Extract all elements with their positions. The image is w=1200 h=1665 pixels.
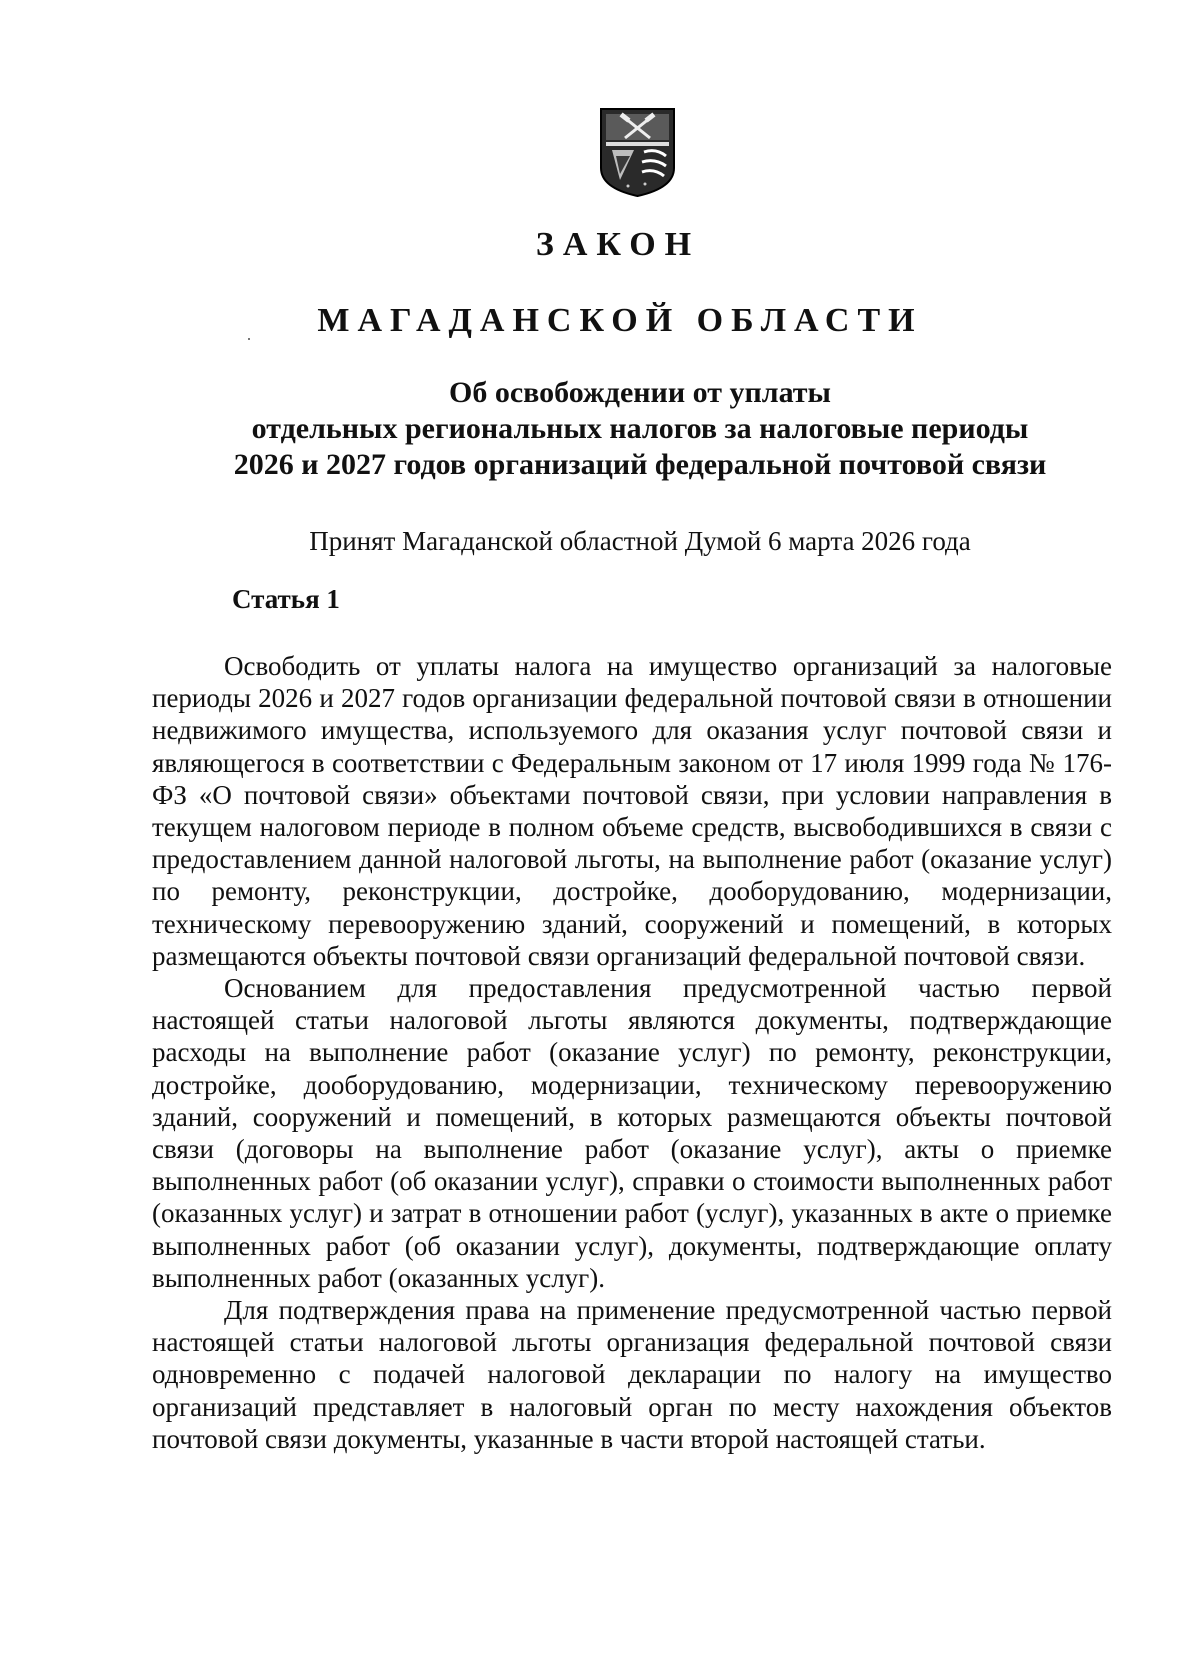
article-body [152, 650, 1112, 1455]
scan-speck [248, 338, 250, 340]
subtitle-line-3: 2026 и 2027 годов организаций федеральной почтовой связи [233, 448, 1047, 481]
article-heading: Статья 1 [232, 584, 340, 614]
document-type-title: ЗАКОН [535, 226, 701, 263]
subtitle-line-1: Об освобождении от уплаты [449, 376, 831, 409]
adoption-statement: Принят Магаданской областной Думой 6 марта 2026 года [309, 526, 971, 556]
law-subtitle [160, 375, 1120, 483]
region-title: МАГАДАНСКОЙ ОБЛАСТИ [317, 302, 923, 339]
article-paragraph-1: Освободить от уплаты налога на имущество организаций за налоговые периоды 2026 и 2027 годов организации федеральной почтовой связи в отношении недвижимого имущества, используемого для оказания услуг почтовой связи и являющегося в соответствии с Федеральным законом от 17 июля 1999 года № 176-ФЗ «О почтовой связи» объектами почтовой связи, при условии направления в текущем налоговом периоде в полном объеме средств, высвободившихся в связи с предоставлением данной налоговой льготы, на выполнение работ (оказание услуг) по ремонту, реконструкции, достройке, дооборудованию, модернизации, техническому перевооружению зданий, сооружений и помещений, в которых размещаются объекты почтовой связи организаций федеральной почтовой связи. [152, 651, 1112, 971]
article-paragraph-3: Для подтверждения права на применение предусмотренной частью первой настоящей статьи налоговой льготы организация федеральной почтовой связи одновременно с подачей налоговой декларации по налогу на имущество организаций представляет в налоговый орган по месту нахождения объектов почтовой связи документы, указанные в части второй настоящей статьи. [152, 1295, 1112, 1454]
article-paragraph-2: Основанием для предоставления предусмотренной частью первой настоящей статьи налоговой льготы являются документы, подтверждающие расходы на выполнение работ (оказание услуг) по ремонту, реконструкции, достройке, дооборудованию, модернизации, техническому перевооружению зданий, сооружений и помещений, в которых размещаются объекты почтовой связи (договоры на выполнение работ (оказание услуг), акты о приемке выполненных работ (об оказании услуг), справки о стоимости выполненных работ (оказанных услуг) и затрат в отношении работ (услуг), указанных в акте о приемке выполненных работ (об оказании услуг), документы, подтверждающие оплату выполненных работ (оказанных услуг). [152, 973, 1112, 1293]
subtitle-line-2: отдельных региональных налогов за налоговые периоды [251, 412, 1029, 445]
coat-of-arms-emblem-icon [598, 106, 677, 198]
